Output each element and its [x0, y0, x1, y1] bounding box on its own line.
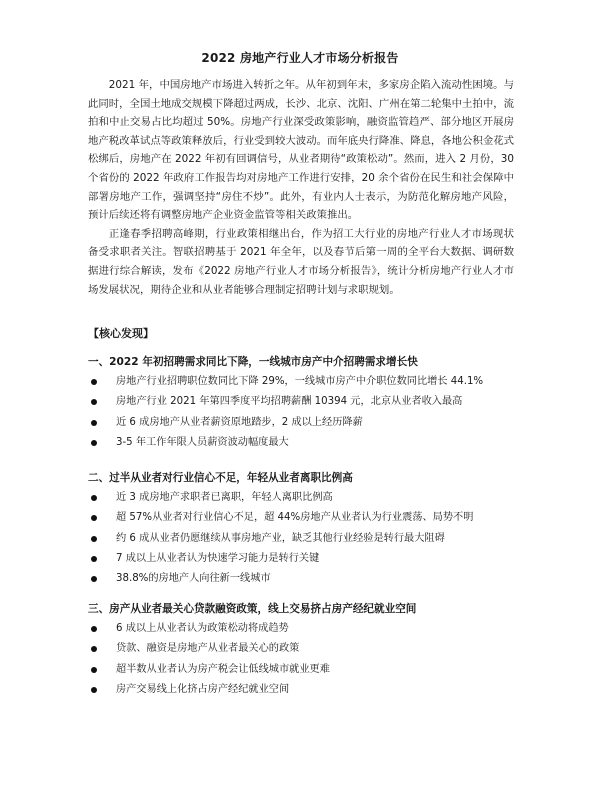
bullet-item	[88, 433, 518, 453]
bullet-item	[88, 488, 518, 508]
bullet-text: 超半数从业者认为房产税会让低线城市就业更难	[116, 663, 330, 675]
bullet-text: 房地产行业招聘职位数同比下降 29%，一线城市房产中介职位数同比增长 44.1%	[116, 376, 484, 387]
bullet-text: 3-5 年工作年限人员薪资波动幅度最大	[116, 436, 289, 448]
bullet-list	[88, 372, 518, 453]
intro-paragraph: 2021 年，中国房地产市场进入转折之年。从年初到年末，多家房企陷入流动性困境。与此同时，全国土地成交规模下降超过两成，长沙、北京、沈阳、广州在第二轮集中土拍中，流拍和中止交易占比均超过 50%。房地产行业深受政策影响，融资监管趋严、部分地区开展房地产税改革试点等政策释放后，行业受到较大波动。而年底央行降准、降息，各地公积金花式松绑后，房地产在 2022 年初有回调信号，从业者期待“政策松动”。然而，进入 2 月份，30 个省份的 2022 年政府工作报告均对房地产工作进行安排，20 余个省份在民生和社会保障中部署房地产工作，强调坚持“房住不炒”。此外，有业内人士表示，为防范化解房地产风险，预计后续还将有调整房地产企业资金监管等相关政策推出。	[88, 79, 515, 222]
bullet-item	[88, 372, 518, 392]
bullet-text: 超 57%从业者对行业信心不足，超 44%房地产从业者认为行业震荡、局势不明	[116, 512, 474, 524]
bullet-dot-icon	[91, 440, 97, 446]
bullet-text: 近 6 成房地产从业者薪资原地踏步，2 成以上经历降薪	[116, 416, 363, 428]
bullet-dot-icon	[91, 626, 97, 632]
bullet-item	[88, 529, 518, 549]
bullet-dot-icon	[91, 646, 97, 652]
bullet-text: 房产交易线上化挤占房产经纪就业空间	[116, 683, 290, 695]
bullet-text: 房地产行业 2021 年第四季度平均招聘薪酬 10394 元，北京从业者收入最高	[116, 396, 463, 408]
finding-section-1	[88, 352, 518, 453]
bullet-item	[88, 639, 518, 659]
bullet-dot-icon	[91, 379, 97, 385]
intro-section	[88, 76, 514, 299]
bullet-item	[88, 619, 518, 639]
bullet-text: 7 成以上从业者认为快速学习能力是转行关键	[116, 552, 320, 564]
bullet-item	[88, 413, 518, 433]
bullet-item	[88, 660, 518, 680]
bullet-dot-icon	[91, 687, 97, 693]
core-findings-label: 【核心发现】	[88, 327, 154, 340]
bullet-text: 约 6 成从业者仍愿继续从事房地产业，缺乏其他行业经验是转行最大阻碍	[116, 532, 445, 544]
bullet-dot-icon	[91, 667, 97, 673]
bullet-dot-icon	[91, 495, 97, 501]
bullet-item	[88, 392, 518, 412]
bullet-list	[88, 488, 518, 589]
bullet-dot-icon	[91, 536, 97, 542]
finding-section-2	[88, 468, 518, 589]
bullet-dot-icon	[91, 515, 97, 521]
section-heading: 二、过半从业者对行业信心不足，年轻从业者离职比例高	[88, 472, 353, 484]
document-title: 2022 房地产行业人才市场分析报告	[201, 51, 399, 65]
bullet-text: 38.8%的房地产人向往新一线城市	[116, 573, 271, 585]
bullet-item	[88, 549, 518, 569]
bullet-text: 贷款、融资是房地产从业者最关心的政策	[116, 643, 300, 655]
intro-paragraph: 正逢春季招聘高峰期，行业政策相继出台，作为招工大行业的房地产行业人才市场现状备受求职者关注。智联招聘基于 2021 年全年，以及春节后第一周的全平台大数据、调研数据进行综合解读，发布《2022 房地产行业人才市场分析报告》，统计分析房地产行业人才市场发展状况，期待企业和从业者能够合理制定招聘计划与求职规划。	[88, 227, 514, 296]
bullet-item	[88, 569, 518, 589]
bullet-item	[88, 508, 518, 528]
bullet-dot-icon	[91, 399, 97, 405]
bullet-text: 6 成以上从业者认为政策松动将成趋势	[116, 623, 289, 634]
bullet-dot-icon	[91, 420, 97, 426]
section-heading: 三、房产从业者最关心贷款融资政策，线上交易挤占房产经纪就业空间	[88, 603, 417, 615]
section-heading: 一、2022 年初招聘需求同比下降，一线城市房产中介招聘需求增长快	[88, 356, 418, 368]
bullet-dot-icon	[91, 576, 97, 582]
bullet-list	[88, 619, 518, 700]
finding-section-3	[88, 599, 518, 700]
bullet-text: 近 3 成房地产求职者已离职，年轻人离职比例高	[116, 492, 333, 503]
bullet-item	[88, 680, 518, 700]
bullet-dot-icon	[91, 556, 97, 562]
